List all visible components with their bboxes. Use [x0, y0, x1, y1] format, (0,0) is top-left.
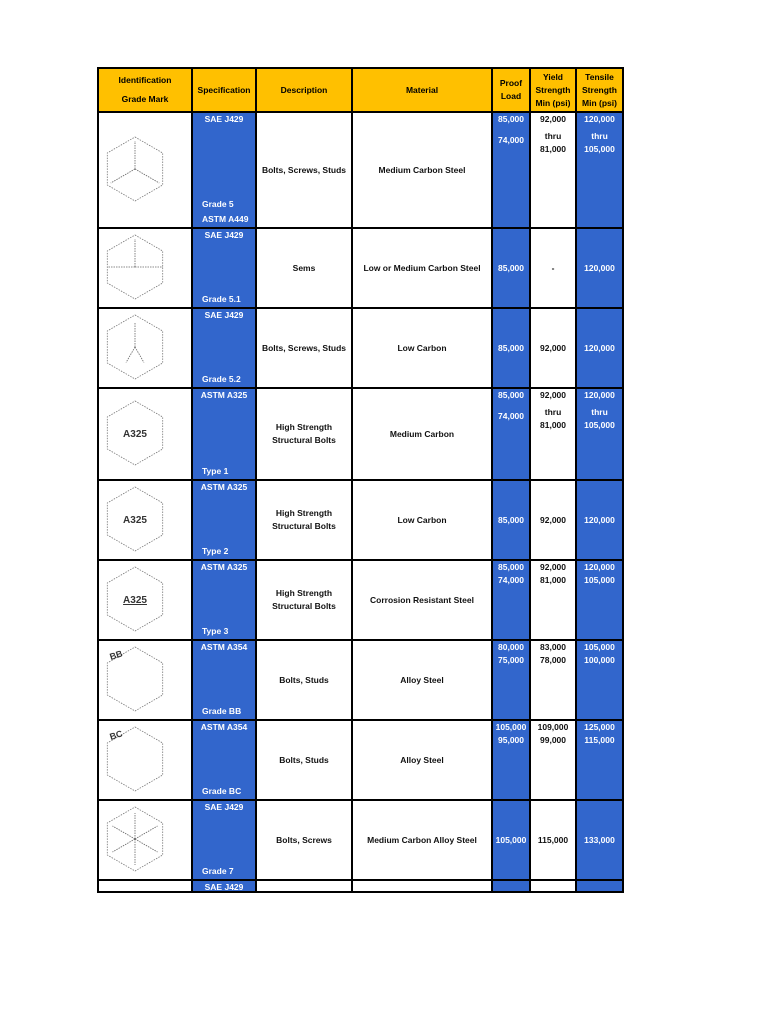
spec-grade: Grade 7 — [202, 866, 234, 876]
grade-mark-cell — [98, 228, 192, 308]
value-line: 99,000 — [540, 735, 566, 745]
header-specification: Specification — [192, 68, 256, 112]
spec-grade: Type 1 — [202, 466, 229, 476]
grade-mark-icon — [99, 484, 171, 554]
table-body — [98, 112, 623, 892]
value-line: 85,000 — [498, 342, 524, 353]
spec-standard: ASTM A325 — [200, 482, 248, 492]
material-cell: Low or Medium Carbon Steel — [352, 228, 492, 308]
svg-text:BC: BC — [108, 728, 124, 742]
value-line: Structural Bolts — [272, 521, 336, 531]
value-line: 83,000 — [540, 642, 566, 652]
header-proof-line1: Proof — [499, 78, 523, 88]
yield-strength-cell — [530, 880, 576, 892]
spec-grade: ASTM A449 — [202, 214, 249, 224]
specification-cell — [192, 480, 256, 560]
grade-mark-icon — [99, 398, 171, 468]
grade-mark-icon — [99, 232, 171, 302]
spec-grade: Grade BB — [202, 706, 242, 716]
yield-strength-cell — [530, 480, 576, 560]
description-cell — [256, 388, 352, 480]
material-cell: Corrosion Resistant Steel — [352, 560, 492, 640]
value-line: thru — [544, 407, 562, 417]
value-line: 105,000 — [495, 834, 527, 845]
yield-strength-cell — [530, 720, 576, 800]
value-line: 115,000 — [584, 735, 615, 745]
value-line: 100,000 — [584, 655, 615, 665]
header-yield-line3: Min (psi) — [535, 97, 571, 108]
value-line: 81,000 — [540, 575, 566, 585]
grade-mark-cell — [98, 308, 192, 388]
spec-grade: Type 3 — [202, 626, 229, 636]
grade-mark-cell — [98, 800, 192, 880]
value-line: 120,000 — [584, 114, 615, 124]
value-line: 120,000 — [584, 562, 615, 572]
header-tensile-strength — [576, 68, 623, 112]
header-tensile-line1: Tensile — [585, 71, 614, 82]
grade-mark-cell — [98, 112, 192, 228]
table-row — [98, 388, 623, 480]
yield-strength-cell — [530, 112, 576, 228]
header-proof-load — [492, 68, 530, 112]
value-line: High Strength — [275, 422, 333, 432]
value-line: 92,000 — [540, 114, 566, 124]
table-row — [98, 880, 623, 892]
proof-load-cell — [492, 560, 530, 640]
value-line: 120,000 — [584, 390, 615, 400]
tensile-strength-cell — [576, 228, 623, 308]
spec-standard: SAE J429 — [204, 114, 244, 124]
grade-mark-cell — [98, 880, 192, 892]
header-id-line2: Grade Mark — [121, 94, 169, 104]
spec-standard: ASTM A325 — [200, 390, 248, 400]
value-line: thru — [591, 407, 608, 417]
yield-strength-cell — [530, 800, 576, 880]
grade-mark-cell — [98, 480, 192, 560]
value-line: 85,000 — [498, 262, 524, 273]
value-line: 81,000 — [540, 420, 566, 430]
tensile-strength-cell — [576, 720, 623, 800]
value-line: 105,000 — [584, 642, 615, 652]
spec-grade: Type 2 — [202, 546, 229, 556]
table-row — [98, 800, 623, 880]
spec-standard: SAE J429 — [204, 802, 244, 812]
header-yield-line2: Strength — [535, 84, 571, 95]
header-description: Description — [256, 68, 352, 112]
svg-text:A325: A325 — [123, 595, 147, 606]
header-yield-strength — [530, 68, 576, 112]
spec-grade: Grade BC — [202, 786, 242, 796]
value-line: Structural Bolts — [272, 601, 336, 611]
description-cell: Bolts, Screws, Studs — [256, 112, 352, 228]
header-proof-line2: Load — [500, 91, 522, 101]
grade-mark-icon — [99, 804, 171, 874]
specification-cell — [192, 560, 256, 640]
specification-cell — [192, 228, 256, 308]
material-cell: Medium Carbon Steel — [352, 112, 492, 228]
specification-cell — [192, 388, 256, 480]
tensile-strength-cell — [576, 800, 623, 880]
value-line: 81,000 — [540, 144, 566, 154]
tensile-strength-cell — [576, 308, 623, 388]
tensile-strength-cell — [576, 560, 623, 640]
header-material: Material — [352, 68, 492, 112]
grade-mark-icon — [99, 644, 171, 714]
value-line: 74,000 — [498, 575, 524, 585]
value-line: 95,000 — [498, 735, 524, 745]
grade-mark-icon — [99, 724, 171, 794]
svg-text:BB: BB — [108, 648, 124, 662]
proof-load-cell — [492, 228, 530, 308]
proof-load-cell — [492, 308, 530, 388]
tensile-strength-cell — [576, 880, 623, 892]
header-tensile-line3: Min (psi) — [582, 97, 617, 108]
value-line: thru — [544, 131, 562, 141]
value-line: thru — [591, 131, 608, 141]
table-row — [98, 640, 623, 720]
table-row — [98, 720, 623, 800]
table-row — [98, 560, 623, 640]
grade-mark-icon — [99, 564, 171, 634]
description-cell: Bolts, Studs — [256, 640, 352, 720]
specification-cell — [192, 640, 256, 720]
proof-load-cell — [492, 640, 530, 720]
material-cell: Low Carbon — [352, 308, 492, 388]
grade-mark-cell — [98, 560, 192, 640]
yield-strength-cell — [530, 228, 576, 308]
spec-grade: Grade 5.1 — [202, 294, 241, 304]
value-line: 133,000 — [584, 834, 615, 845]
spec-standard: ASTM A354 — [200, 722, 248, 732]
header-row — [98, 68, 623, 112]
header-tensile-line2: Strength — [582, 84, 617, 95]
value-line: High Strength — [275, 588, 333, 598]
grade-mark-icon — [99, 134, 171, 204]
value-line: 78,000 — [540, 655, 566, 665]
proof-load-cell — [492, 880, 530, 892]
description-cell: Bolts, Screws, Studs — [256, 308, 352, 388]
value-line: 120,000 — [584, 342, 615, 353]
yield-strength-cell — [530, 560, 576, 640]
spec-grade: Grade 5.2 — [202, 374, 241, 384]
value-line: 92,000 — [540, 390, 566, 400]
proof-load-cell — [492, 800, 530, 880]
material-cell: Alloy Steel — [352, 640, 492, 720]
spec-standard: SAE J429 — [204, 310, 244, 320]
header-id-line1: Identification — [118, 75, 172, 85]
value-line: 92,000 — [540, 342, 566, 353]
material-cell: Low Carbon — [352, 480, 492, 560]
proof-load-cell — [492, 720, 530, 800]
yield-strength-cell — [530, 640, 576, 720]
yield-strength-cell — [530, 308, 576, 388]
tensile-strength-cell — [576, 480, 623, 560]
header-identification — [98, 68, 192, 112]
svg-text:A325: A325 — [123, 429, 147, 440]
material-cell: Medium Carbon — [352, 388, 492, 480]
value-line: 92,000 — [540, 562, 566, 572]
specification-cell — [192, 800, 256, 880]
material-cell: Medium Carbon Alloy Steel — [352, 800, 492, 880]
value-line: 105,000 — [584, 420, 615, 430]
value-line: 105,000 — [495, 722, 527, 732]
value-line: 120,000 — [584, 514, 615, 525]
value-line: 85,000 — [498, 114, 524, 124]
svg-text:A325: A325 — [123, 515, 147, 526]
tensile-strength-cell — [576, 388, 623, 480]
spec-grade: Grade 5 — [202, 199, 234, 209]
spec-standard: ASTM A354 — [200, 642, 248, 652]
value-line: 85,000 — [498, 562, 524, 572]
description-cell: Sems — [256, 228, 352, 308]
proof-load-cell — [492, 480, 530, 560]
grade-mark-icon — [99, 312, 171, 382]
value-line: 74,000 — [498, 411, 524, 421]
table-row — [98, 308, 623, 388]
material-cell — [352, 880, 492, 892]
value-line: 120,000 — [584, 262, 615, 273]
specification-cell — [192, 308, 256, 388]
value-line: 105,000 — [584, 575, 615, 585]
value-line: 105,000 — [584, 144, 615, 154]
description-cell: Bolts, Screws — [256, 800, 352, 880]
specification-cell — [192, 112, 256, 228]
value-line: 125,000 — [584, 722, 615, 732]
spec-standard: SAE J429 — [204, 882, 244, 892]
grade-mark-cell — [98, 388, 192, 480]
table-row — [98, 112, 623, 228]
value-line: 85,000 — [498, 390, 524, 400]
value-line: 75,000 — [498, 655, 524, 665]
value-line: 74,000 — [498, 135, 524, 145]
bolt-grade-table — [97, 67, 624, 893]
tensile-strength-cell — [576, 112, 623, 228]
description-cell — [256, 480, 352, 560]
value-line: 115,000 — [537, 834, 569, 845]
specification-cell — [192, 720, 256, 800]
value-line: 109,000 — [537, 722, 569, 732]
description-cell — [256, 560, 352, 640]
value-line: 92,000 — [540, 514, 566, 525]
header-yield-line1: Yield — [543, 71, 563, 82]
tensile-strength-cell — [576, 640, 623, 720]
value-line: 80,000 — [498, 642, 524, 652]
description-cell — [256, 880, 352, 892]
value-line: 85,000 — [498, 514, 524, 525]
value-line: High Strength — [275, 508, 333, 518]
yield-strength-cell — [530, 388, 576, 480]
specification-cell — [192, 880, 256, 892]
proof-load-cell — [492, 112, 530, 228]
grade-mark-cell — [98, 640, 192, 720]
value-line: - — [551, 262, 555, 273]
material-cell: Alloy Steel — [352, 720, 492, 800]
value-line: Structural Bolts — [272, 435, 336, 445]
spec-standard: SAE J429 — [204, 230, 244, 240]
table-row — [98, 228, 623, 308]
table-row — [98, 480, 623, 560]
spec-standard: ASTM A325 — [200, 562, 248, 572]
description-cell: Bolts, Studs — [256, 720, 352, 800]
grade-mark-cell — [98, 720, 192, 800]
proof-load-cell — [492, 388, 530, 480]
